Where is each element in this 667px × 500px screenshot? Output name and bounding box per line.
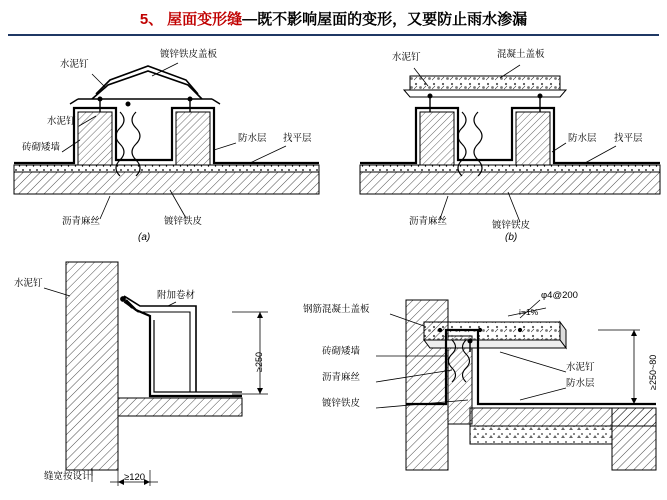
figure-a-caption: (a) <box>138 232 151 243</box>
label-a-0: 水泥钉 <box>60 59 89 70</box>
label-d-3: 砖砌矮墙 <box>322 346 361 357</box>
label-a-3: 砖砌矮墙 <box>22 142 61 153</box>
label-c-dim-120: ≥120 <box>124 472 146 483</box>
label-b-3: 找平层 <box>614 133 643 144</box>
label-a-5: 找平层 <box>283 133 312 144</box>
label-a-7: 镀锌铁皮 <box>164 216 203 227</box>
label-d-7: 防水层 <box>566 378 595 389</box>
label-b-1: 混凝土盖板 <box>497 49 545 60</box>
label-d-0: 钢筋混凝土盖板 <box>303 304 370 315</box>
label-b-5: 镀锌铁皮 <box>492 220 531 231</box>
header-title: 屋面变形缝 <box>167 11 243 28</box>
figure-a-drawing <box>14 63 319 219</box>
figure-b-caption: (b) <box>505 232 518 243</box>
label-d-4: 沥青麻丝 <box>322 372 361 383</box>
label-d-5: 镀锌铁皮 <box>322 398 361 409</box>
label-c-0: 水泥钉 <box>14 278 43 289</box>
label-a-1: 镀锌铁皮盖板 <box>160 49 218 60</box>
header-subtitle: —既不影响屋面的变形，又要防止雨水渗漏 <box>242 11 528 28</box>
label-a-2: 水泥钉 <box>47 116 76 127</box>
figure-d-drawing <box>376 300 656 470</box>
figure-c-drawing <box>44 262 268 486</box>
label-d-1: φ4@200 <box>541 290 578 301</box>
label-b-2: 防水层 <box>568 133 597 144</box>
label-c-dim-250: ≥250 <box>254 352 264 372</box>
header-number: 5、 <box>139 11 164 28</box>
label-a-6: 沥青麻丝 <box>62 216 101 227</box>
label-d-dim: ≥250~80 <box>648 354 658 390</box>
label-b-0: 水泥钉 <box>392 52 421 63</box>
label-d-slope: i=1% <box>519 307 539 317</box>
label-d-6: 水泥钉 <box>566 362 595 373</box>
label-a-4: 防水层 <box>238 133 267 144</box>
label-c-3: 缝宽按设计 <box>44 471 92 482</box>
label-b-4: 沥青麻丝 <box>409 216 448 227</box>
label-c-1: 附加卷材 <box>157 290 196 301</box>
